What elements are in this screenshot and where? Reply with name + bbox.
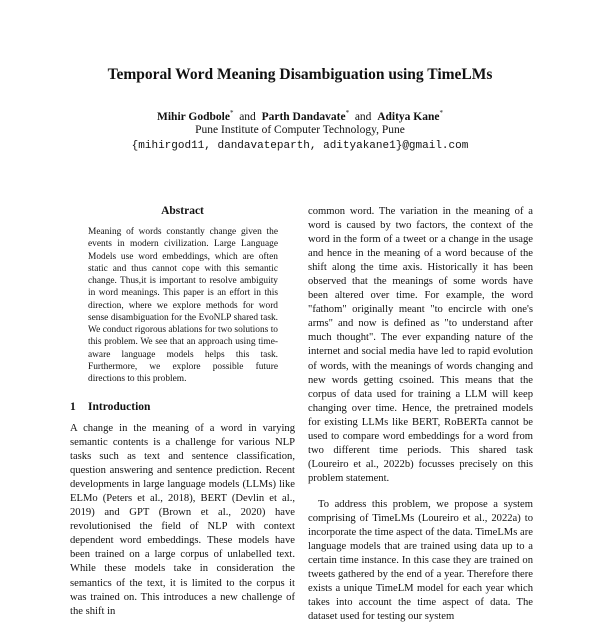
author-conjunction: and <box>239 110 256 123</box>
abstract-heading: Abstract <box>161 205 204 217</box>
section-heading-introduction <box>70 401 295 413</box>
author-conjunction: and <box>354 110 372 123</box>
author-name: Aditya Kane <box>377 110 440 123</box>
author-name: Mihir Godbole <box>157 110 230 123</box>
right-column-paragraph-2: To address this problem, we propose a system comprising of TimeLMs (Loureiro et al., 2022a) to incorporate the time aspect of the data. TimeLMs are language models that are trained using data up to a certain time instance. In this case they are trained on tweets gathered by the end of a year. Therefore there exists a unique TimeLM model for each year which takes into account the time aspect of data. The dataset used for testing our system <box>308 499 533 623</box>
author-mark: * <box>439 109 443 117</box>
right-column-paragraph-1: common word. The variation in the meaning of a word is caused by two factors, the context of the word in the form of a tweet or a change in the usage and hence in the meaning of a word because of the shift along the time axis. Historically it has been observed that the meanings of some words have been altered over time. For example, the word "fathom" originally meant "to encircle with one's arms" and now is defined as "to understand after much thought". The ever expanding nature of the internet and social media have led to rapid evolution of words, with the meanings of words changing and new words getting csoined. This means that the corpus of data used for training a LLM will keep changing over time. Hence, the pretrained models for existing LLMs like BERT, RoBERTa cannot be used to compare word embeddings for a word from two different time periods. This shared task (Loureiro et al., 2022b) focusses precisely on this problem statement. <box>308 206 533 484</box>
paper-title: Temporal Word Meaning Disambiguation using TimeLMs <box>107 66 493 83</box>
introduction-paragraph: A change in the meaning of a word in varying semantic contents is a challenge for various NLP tasks such as text and sentence classification, question answering and sentence prediction. Recent developments in large language models (LLMs) like ELMo (Peters et al., 2018), BERT (Devlin et al., 2019) and GPT (Brown et al., 2020) have revolutionised the field of NLP with context dependent word embeddings. These models have been trained on a large corpus of unlabelled text. While these models take in consideration the semantics of the text, it is limited to the corpus it was trained on. This introduces a new challenge of the shift in <box>70 423 295 617</box>
abstract-text: Meaning of words constantly change given the events in modern civilization. Large Language Models use word embeddings, which are often static and thus cannot cope with this semantic change. Thus,it is important to resolve ambiguity in word meanings. This paper is an effort in this direction, where we explore methods for word sense disambiguation for the EvoNLP shared task. We conduct rigorous ablations for two solutions to this problem. We see that an approach using time-aware language models helps this task. Furthermore, we explore possible future directions to this problem. <box>88 227 278 384</box>
author-emails: {mihirgod11, dandavateparth, adityakane1}@gmail.com <box>131 140 469 152</box>
section-title: Introduction <box>88 401 151 413</box>
author-line <box>0 106 600 125</box>
author-name: Parth Dandavate <box>261 110 346 123</box>
author-mark: * <box>229 109 234 117</box>
section-number: 1 <box>70 401 76 413</box>
author-mark: * <box>345 109 350 117</box>
affiliation: Pune Institute of Computer Technology, Pune <box>195 124 405 136</box>
